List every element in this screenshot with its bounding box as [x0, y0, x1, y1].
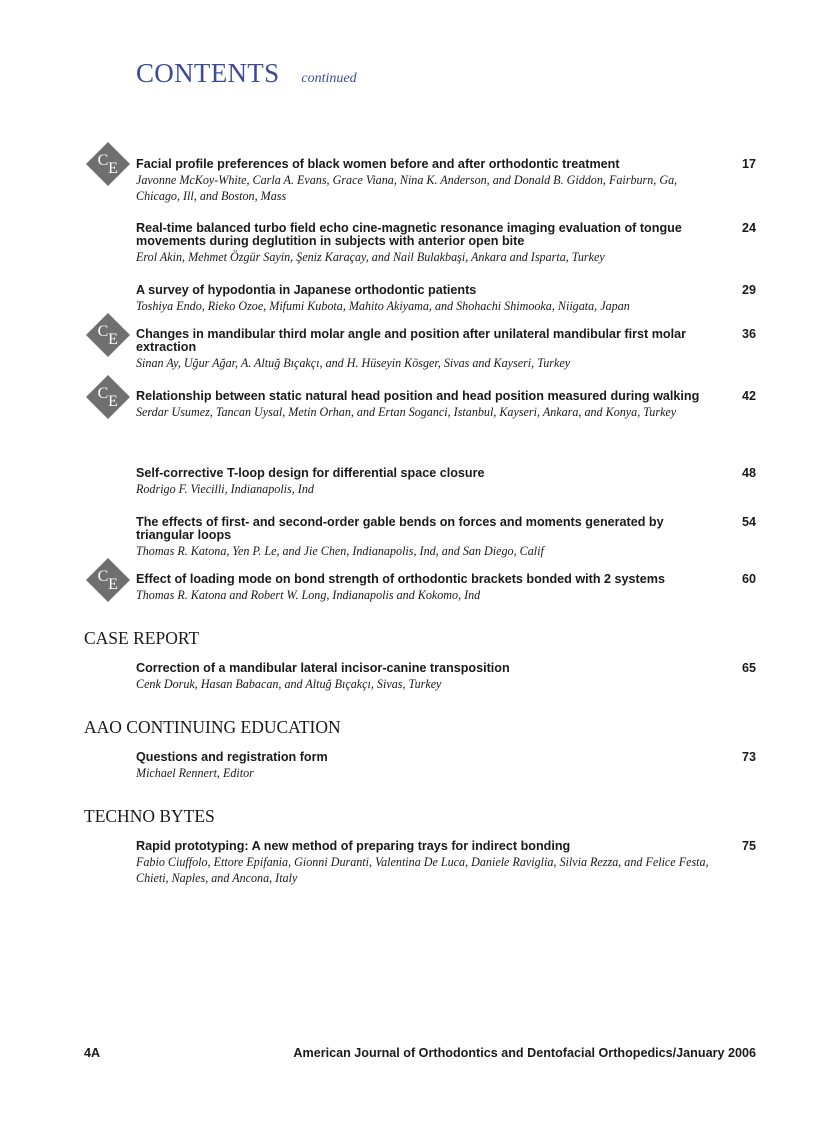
- article-title[interactable]: Questions and registration form: [136, 750, 328, 764]
- toc-entry[interactable]: [136, 158, 756, 204]
- article-title[interactable]: Correction of a mandibular lateral incisor-canine transposition: [136, 661, 510, 675]
- article-page-number: 24: [741, 221, 756, 235]
- ce-letter-c: C: [97, 323, 109, 340]
- article-authors: Thomas R. Katona, Yen P. Le, and Jie Chen, Indianapolis, Ind, and San Diego, Calif: [136, 544, 544, 558]
- article-authors: Michael Rennert, Editor: [136, 766, 254, 780]
- ce-letter-c: C: [97, 385, 109, 402]
- toc-entry[interactable]: [136, 516, 756, 559]
- toc-entry[interactable]: [136, 840, 756, 886]
- article-page-number: 48: [741, 466, 756, 480]
- article-authors: Cenk Doruk, Hasan Babacan, and Altuğ Bıçakçı, Sivas, Turkey: [136, 677, 442, 691]
- ce-badge-icon: [84, 556, 132, 604]
- toc-entry[interactable]: [136, 467, 756, 497]
- article-authors: Toshiya Endo, Rieko Ozoe, Mifumi Kubota, Mahito Akiyama, and Shohachi Shimooka, Niigata, Japan: [136, 299, 630, 313]
- article-title[interactable]: Effect of loading mode on bond strength of orthodontic brackets bonded with 2 systems: [136, 572, 665, 586]
- article-authors: Thomas R. Katona and Robert W. Long, Indianapolis and Kokomo, Ind: [136, 588, 481, 602]
- footer-page-label: 4A: [84, 1046, 101, 1060]
- ce-badge-icon: [84, 311, 132, 359]
- toc-entry[interactable]: [136, 662, 756, 692]
- article-title[interactable]: Relationship between static natural head position and head position measured during walking: [136, 389, 700, 403]
- contents-header: [136, 58, 357, 89]
- toc-entry[interactable]: [136, 573, 756, 603]
- article-authors: Rodrigo F. Viecilli, Indianapolis, Ind: [136, 482, 314, 496]
- article-page-number: 73: [741, 750, 756, 764]
- article-title[interactable]: Self-corrective T-loop design for differential space closure: [136, 466, 485, 480]
- toc-entry[interactable]: [136, 390, 756, 420]
- article-authors: Erol Akin, Mehmet Özgür Sayin, Şeniz Karaçay, and Nail Bulakbaşi, Ankara and Isparta, Turkey: [136, 250, 605, 264]
- article-page-number: 36: [741, 327, 756, 341]
- ce-letter-e: E: [108, 393, 118, 410]
- article-title[interactable]: Rapid prototyping: A new method of preparing trays for indirect bonding: [136, 839, 571, 853]
- toc-entry[interactable]: [136, 284, 756, 314]
- section-heading-techno-bytes: TECHNO BYTES: [84, 806, 215, 826]
- article-authors: Sinan Ay, Uğur Ağar, A. Altuğ Bıçakçı, and H. Hüseyin Kösger, Sivas and Kayseri, Turkey: [136, 356, 571, 370]
- toc-entry[interactable]: [136, 751, 756, 781]
- article-title[interactable]: A survey of hypodontia in Japanese orthodontic patients: [136, 283, 477, 297]
- ce-badge-icon: [84, 373, 132, 421]
- section-heading-case-report: CASE REPORT: [84, 628, 200, 648]
- ce-letter-e: E: [108, 160, 118, 177]
- ce-letter-c: C: [97, 152, 109, 169]
- article-authors: Javonne McKoy-White, Carla A. Evans, Grace Viana, Nina K. Anderson, and Donald B. Giddon, Fairburn, Ga, Chicago, Ill, and Boston, Mass: [136, 173, 678, 203]
- page-subtitle: continued: [301, 71, 357, 86]
- toc-entry[interactable]: [136, 328, 756, 371]
- article-page-number: 60: [741, 572, 756, 586]
- page-title: CONTENTS: [136, 58, 280, 88]
- section-heading-continuing-education: AAO CONTINUING EDUCATION: [84, 717, 341, 737]
- article-title[interactable]: Changes in mandibular third molar angle and position after unilateral mandibular first molar extraction: [136, 327, 687, 354]
- article-page-number: 65: [741, 661, 756, 675]
- ce-letter-c: C: [97, 568, 109, 585]
- article-page-number: 42: [741, 389, 756, 403]
- ce-letter-e: E: [108, 576, 118, 593]
- ce-badge-icon: [84, 140, 132, 188]
- footer-journal-title: American Journal of Orthodontics and Dentofacial Orthopedics/January 2006: [293, 1046, 756, 1060]
- article-page-number: 75: [741, 839, 756, 853]
- article-title[interactable]: Facial profile preferences of black women before and after orthodontic treatment: [136, 157, 620, 171]
- article-title[interactable]: The effects of first- and second-order gable bends on forces and moments generated by triangular loops: [136, 515, 664, 542]
- toc-entry[interactable]: [136, 222, 756, 265]
- article-page-number: 17: [741, 157, 756, 171]
- article-authors: Serdar Usumez, Tancan Uysal, Metin Orhan, and Ertan Soganci, Istanbul, Kayseri, Ankara, and Konya, Turkey: [136, 405, 677, 419]
- article-page-number: 54: [741, 515, 756, 529]
- article-page-number: 29: [741, 283, 756, 297]
- ce-letter-e: E: [108, 331, 118, 348]
- article-authors: Fabio Ciuffolo, Ettore Epifania, Gionni Duranti, Valentina De Luca, Daniele Raviglia, Silvia Rezza, and Felice Festa, Chieti, Naples, and Ancona, Italy: [136, 855, 709, 885]
- article-title[interactable]: Real-time balanced turbo field echo cine-magnetic resonance imaging evaluation of tongue movements during deglutition in subjects with anterior open bite: [136, 221, 682, 248]
